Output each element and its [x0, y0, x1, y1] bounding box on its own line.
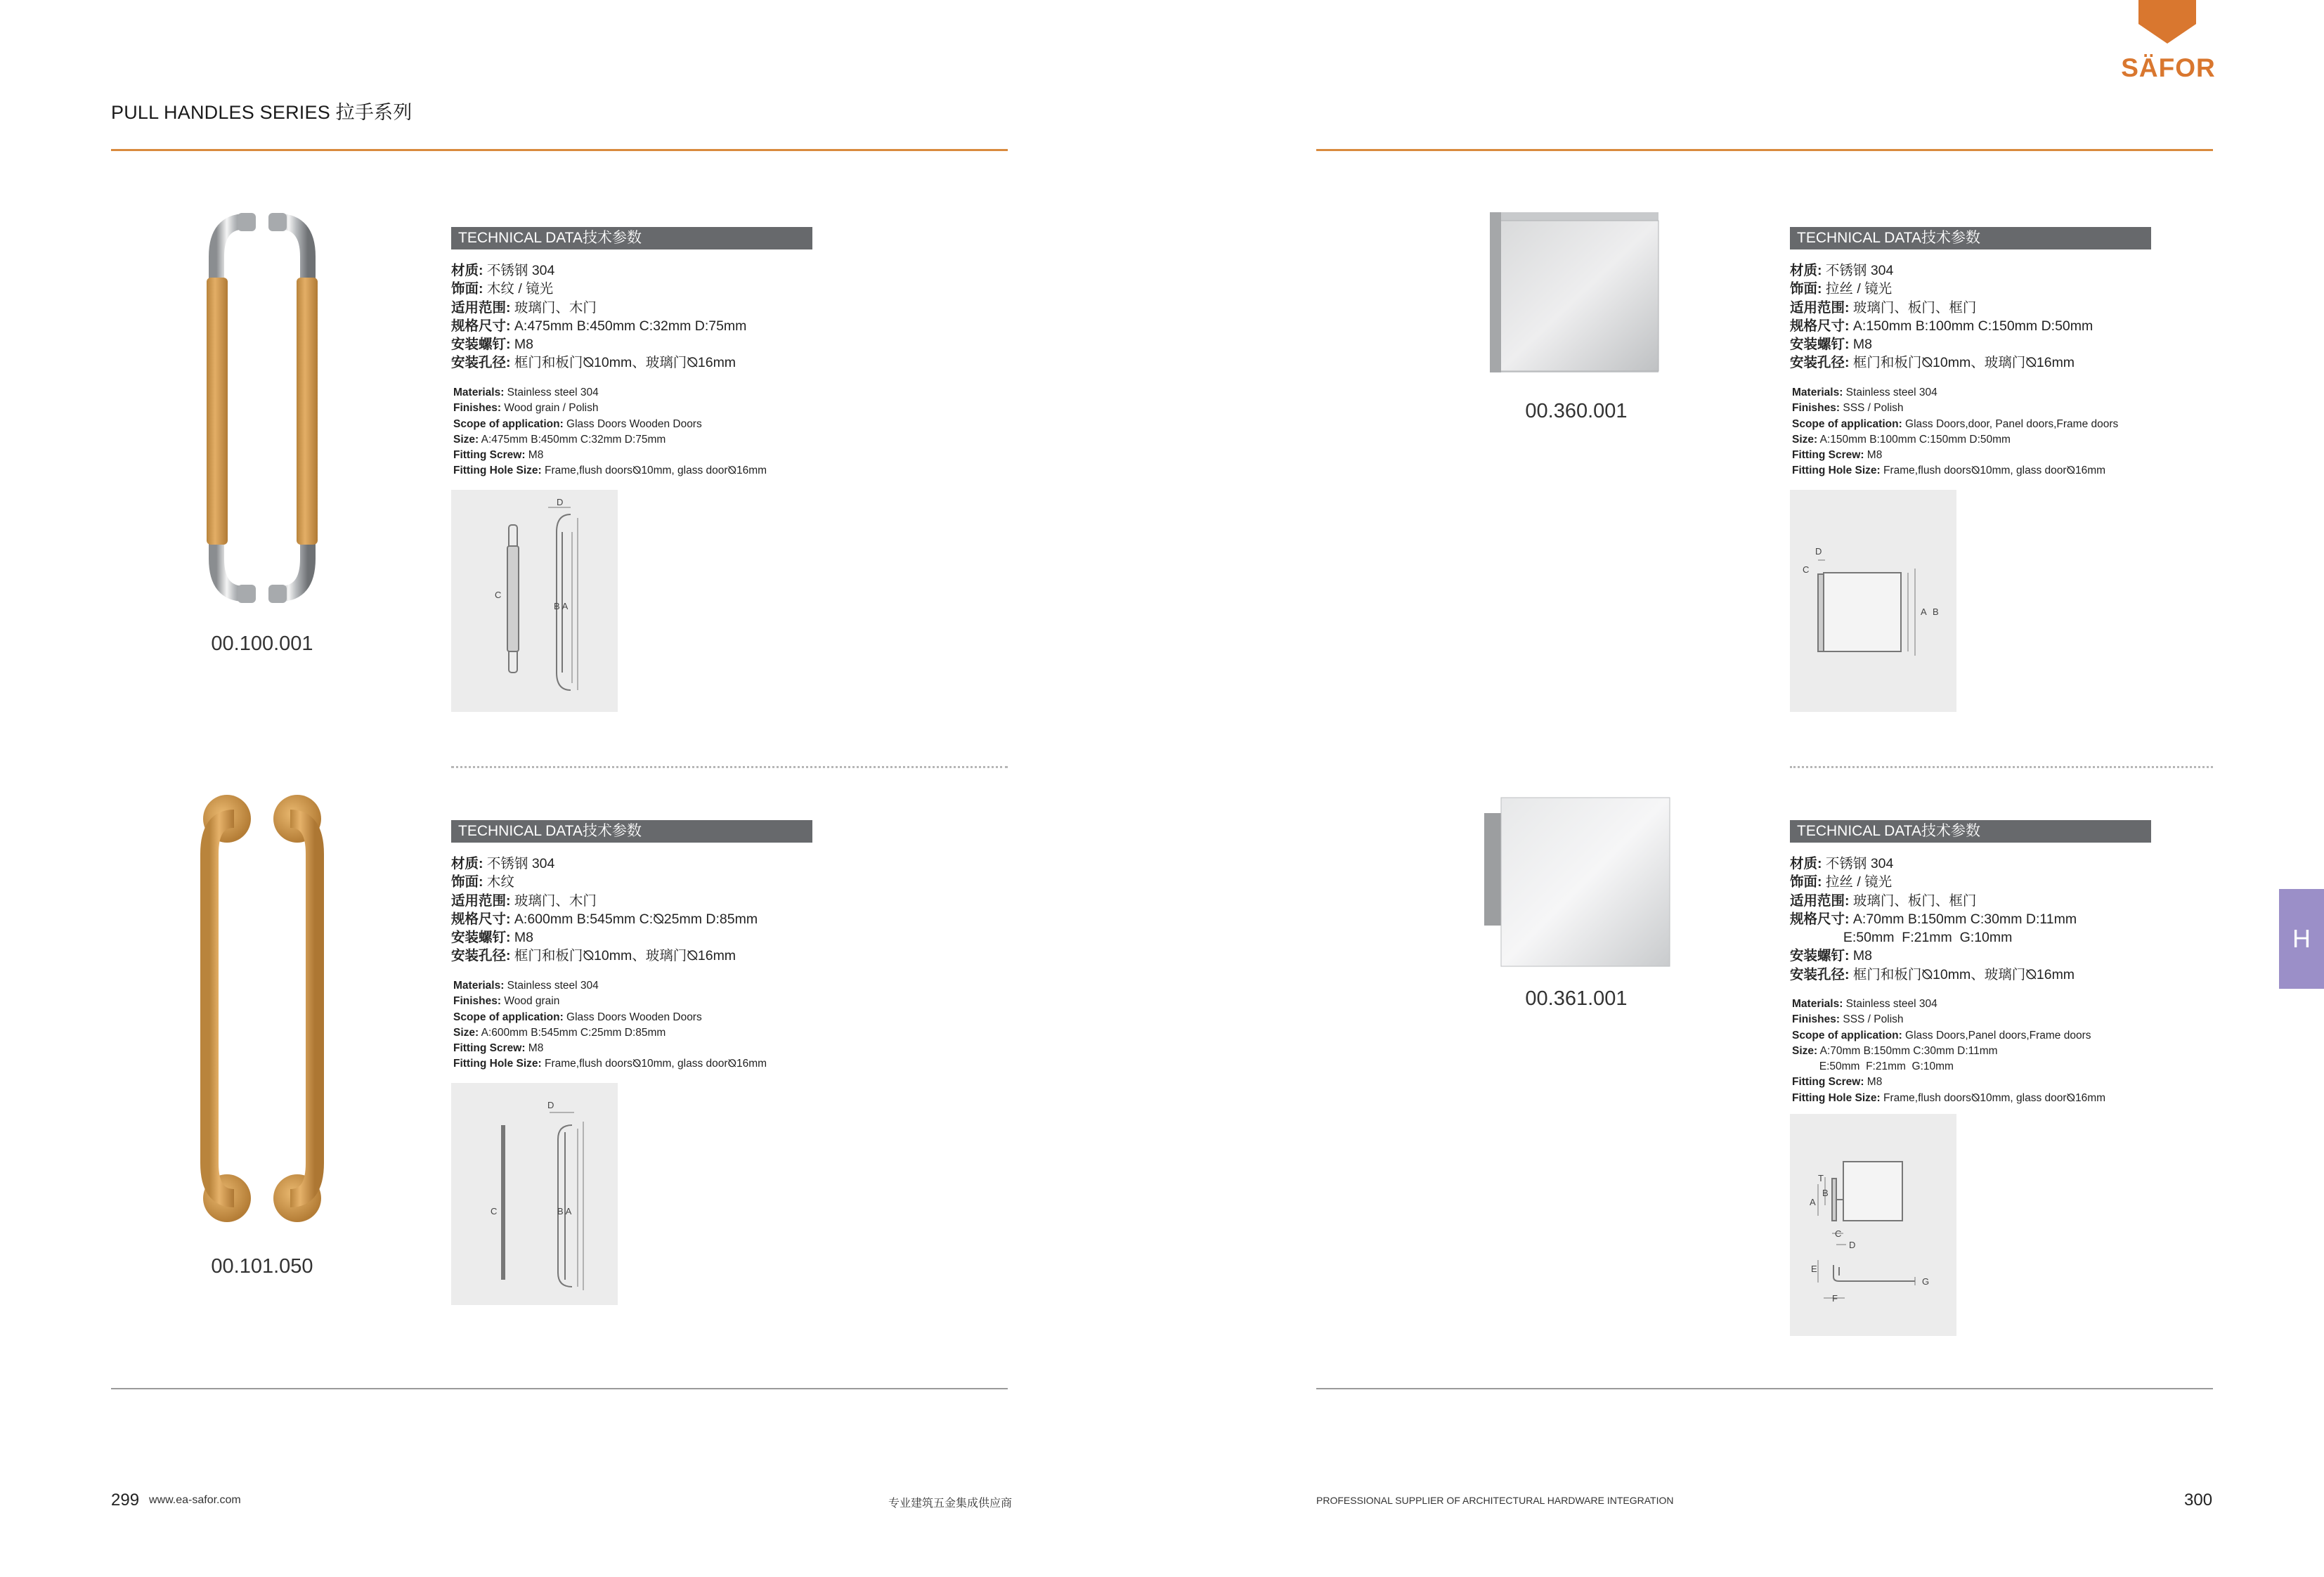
footer-rule-right — [1316, 1388, 2213, 1389]
spec-cn-row: 饰面: 木纹 / 镜光 — [451, 281, 554, 297]
spec-cn-row: 安装螺钉: M8 — [1790, 948, 1873, 964]
spec-en-row: Fitting Hole Size: Frame,flush doors⦰10mm, glass door⦰16mm — [453, 465, 767, 477]
svg-text:C: C — [491, 1206, 498, 1216]
page-number-right: 300 — [2184, 1491, 2213, 1510]
spec-cn-row: 饰面: 木纹 — [451, 874, 514, 890]
spec-en-row: Materials: Stainless steel 304 — [1792, 998, 1937, 1010]
spec-cn-row: 材质: 不锈钢 304 — [1790, 263, 1894, 278]
spec-en-row: Size: A:600mm B:545mm C:25mm D:85mm — [453, 1026, 666, 1039]
svg-text:C: C — [1835, 1228, 1842, 1239]
spec-cn-row: 适用范围: 玻璃门、板门、框门 — [1790, 893, 1977, 909]
spec-cn-list — [1790, 261, 2093, 372]
svg-text:F: F — [1832, 1293, 1838, 1304]
spec-en-list — [1792, 385, 2118, 479]
svg-text:C: C — [1803, 564, 1810, 575]
spec-en-row: Scope of application: Glass Doors,Panel doors,Frame doors — [1792, 1029, 2091, 1041]
product-image-square-knob-pull — [1481, 792, 1671, 968]
spec-en-row: Materials: Stainless steel 304 — [1792, 387, 1937, 398]
spec-cn-row: 饰面: 拉丝 / 镜光 — [1790, 874, 1893, 890]
spec-en-row: Finishes: SSS / Polish — [1792, 402, 1904, 415]
product-code: 00.360.001 — [1525, 400, 1628, 422]
spec-cn-row: 安装孔径: 框门和板门⦰10mm、玻璃门⦰16mm — [1790, 966, 2075, 982]
spec-en-row: Scope of application: Glass Doors,door, Panel doors,Frame doors — [1792, 417, 2119, 430]
spec-cn-row: 材质: 不锈钢 304 — [1790, 856, 1894, 871]
spec-cn-row: 安装孔径: 框门和板门⦰10mm、玻璃门⦰16mm — [1790, 355, 2075, 371]
header-rule-right — [1316, 149, 2213, 151]
separator-dotted — [1790, 766, 2213, 768]
website-link[interactable]: www.ea-safor.com — [149, 1494, 241, 1506]
spec-cn-row: 规格尺寸: A:475mm B:450mm C:32mm D:75mm — [451, 318, 747, 334]
svg-text:D: D — [547, 1100, 554, 1110]
spec-en-row: Size: A:150mm B:100mm C:150mm D:50mm — [1792, 433, 2011, 446]
svg-text:B: B — [1933, 606, 1939, 617]
spec-cn-row: 安装孔径: 框门和板门⦰10mm、玻璃门⦰16mm — [451, 948, 736, 964]
tech-data-header: TECHNICAL DATA技术参数 — [1790, 820, 2151, 843]
spec-en-row: Fitting Hole Size: Frame,flush doors⦰10mm, glass door⦰16mm — [1792, 1091, 2106, 1104]
svg-text:E: E — [1811, 1264, 1817, 1274]
spec-cn-row: 材质: 不锈钢 304 — [451, 856, 555, 871]
separator-dotted — [451, 766, 1008, 768]
spec-en-row: Fitting Screw: M8 — [453, 1042, 544, 1055]
spec-cn-row: 安装孔径: 框门和板门⦰10mm、玻璃门⦰16mm — [451, 355, 736, 371]
spec-cn-row: 规格尺寸: A:150mm B:100mm C:150mm D:50mm — [1790, 318, 2093, 334]
spec-cn-row: 适用范围: 玻璃门、木门 — [451, 299, 597, 316]
spec-en-row: Fitting Hole Size: Frame,flush doors⦰10mm, glass door⦰16mm — [1792, 465, 2106, 477]
brand-logo-mark — [2138, 0, 2196, 44]
spec-cn-row: 规格尺寸: A:70mm B:150mm C:30mm D:11mm — [1790, 911, 2077, 927]
product-image-wood-round-handle — [195, 791, 329, 1226]
spec-en-row: Finishes: SSS / Polish — [1792, 1013, 1904, 1026]
spec-cn-row: 适用范围: 玻璃门、木门 — [451, 893, 597, 909]
spec-cn-row: 适用范围: 玻璃门、板门、框门 — [1790, 299, 1977, 316]
dimension-diagram — [451, 490, 618, 712]
spec-en-list — [453, 385, 767, 479]
spec-cn-row: 安装螺钉: M8 — [451, 337, 534, 353]
header-rule-left — [111, 149, 1008, 151]
spec-cn-row: E:50mm F:21mm G:10mm — [1790, 930, 2013, 946]
product-code: 00.361.001 — [1525, 987, 1628, 1010]
spec-en-row: Scope of application: Glass Doors Wooden Doors — [453, 417, 702, 430]
spec-en-row: Fitting Screw: M8 — [1792, 449, 1883, 462]
svg-text:B A: B A — [554, 601, 569, 611]
svg-text:G: G — [1922, 1276, 1930, 1287]
page-number-left: 299 — [111, 1491, 140, 1510]
section-tab-h[interactable]: H — [2279, 889, 2324, 989]
spec-cn-row: 安装螺钉: M8 — [1790, 337, 1873, 353]
spec-en-list — [1792, 997, 2105, 1106]
svg-text:D: D — [1815, 546, 1822, 557]
spec-cn-row: 规格尺寸: A:600mm B:545mm C:⦰25mm D:85mm — [451, 911, 758, 927]
tech-data-header: TECHNICAL DATA技术参数 — [1790, 227, 2151, 249]
dimension-diagram — [1790, 1114, 1956, 1336]
svg-text:C: C — [495, 590, 502, 600]
footer-rule-left — [111, 1388, 1008, 1389]
svg-text:A: A — [1810, 1197, 1816, 1207]
spec-cn-list — [451, 855, 758, 966]
dimension-diagram — [1790, 490, 1956, 712]
product-image-square-pull — [1488, 211, 1664, 376]
svg-text:A: A — [1921, 606, 1927, 617]
spec-cn-list — [451, 261, 746, 372]
spec-cn-row: 安装螺钉: M8 — [451, 930, 534, 946]
spec-en-row: Fitting Hole Size: Frame,flush doors⦰10mm, glass door⦰16mm — [453, 1058, 767, 1070]
spec-en-row: E:50mm F:21mm G:10mm — [1792, 1060, 1954, 1073]
tech-data-header: TECHNICAL DATA技术参数 — [451, 227, 812, 249]
tech-data-header: TECHNICAL DATA技术参数 — [451, 820, 812, 843]
svg-text:D: D — [557, 497, 564, 507]
spec-en-row: Materials: Stainless steel 304 — [453, 387, 599, 398]
product-image-wood-pull-handle — [195, 207, 329, 611]
spec-en-row: Fitting Screw: M8 — [1792, 1076, 1883, 1089]
spec-cn-list — [1790, 855, 2077, 984]
slogan-cn: 专业建筑五金集成供应商 — [888, 1498, 1013, 1510]
svg-text:D: D — [1849, 1240, 1856, 1250]
spec-en-row: Finishes: Wood grain / Polish — [453, 402, 599, 415]
spec-en-row: Size: A:70mm B:150mm C:30mm D:11mm — [1792, 1044, 1998, 1057]
spec-cn-row: 材质: 不锈钢 304 — [451, 263, 555, 278]
spec-en-row: Finishes: Wood grain — [453, 995, 560, 1008]
svg-text:T: T — [1818, 1173, 1824, 1183]
spec-cn-row: 饰面: 拉丝 / 镜光 — [1790, 281, 1893, 297]
page-title: PULL HANDLES SERIES 拉手系列 — [111, 102, 413, 123]
spec-en-row: Size: A:475mm B:450mm C:32mm D:75mm — [453, 433, 666, 446]
spec-en-row: Scope of application: Glass Doors Wooden Doors — [453, 1011, 702, 1023]
product-code: 00.100.001 — [211, 632, 313, 655]
spec-en-list — [453, 978, 767, 1072]
product-code: 00.101.050 — [211, 1255, 313, 1278]
brand-logo: SÄFOR — [2121, 53, 2216, 82]
svg-text:B A: B A — [557, 1206, 572, 1216]
svg-text:B: B — [1822, 1188, 1829, 1198]
spec-en-row: Fitting Screw: M8 — [453, 449, 544, 462]
slogan-en: PROFESSIONAL SUPPLIER OF ARCHITECTURAL HARDWARE INTEGRATION — [1316, 1495, 1674, 1506]
dimension-diagram — [451, 1083, 618, 1305]
spec-en-row: Materials: Stainless steel 304 — [453, 980, 599, 992]
